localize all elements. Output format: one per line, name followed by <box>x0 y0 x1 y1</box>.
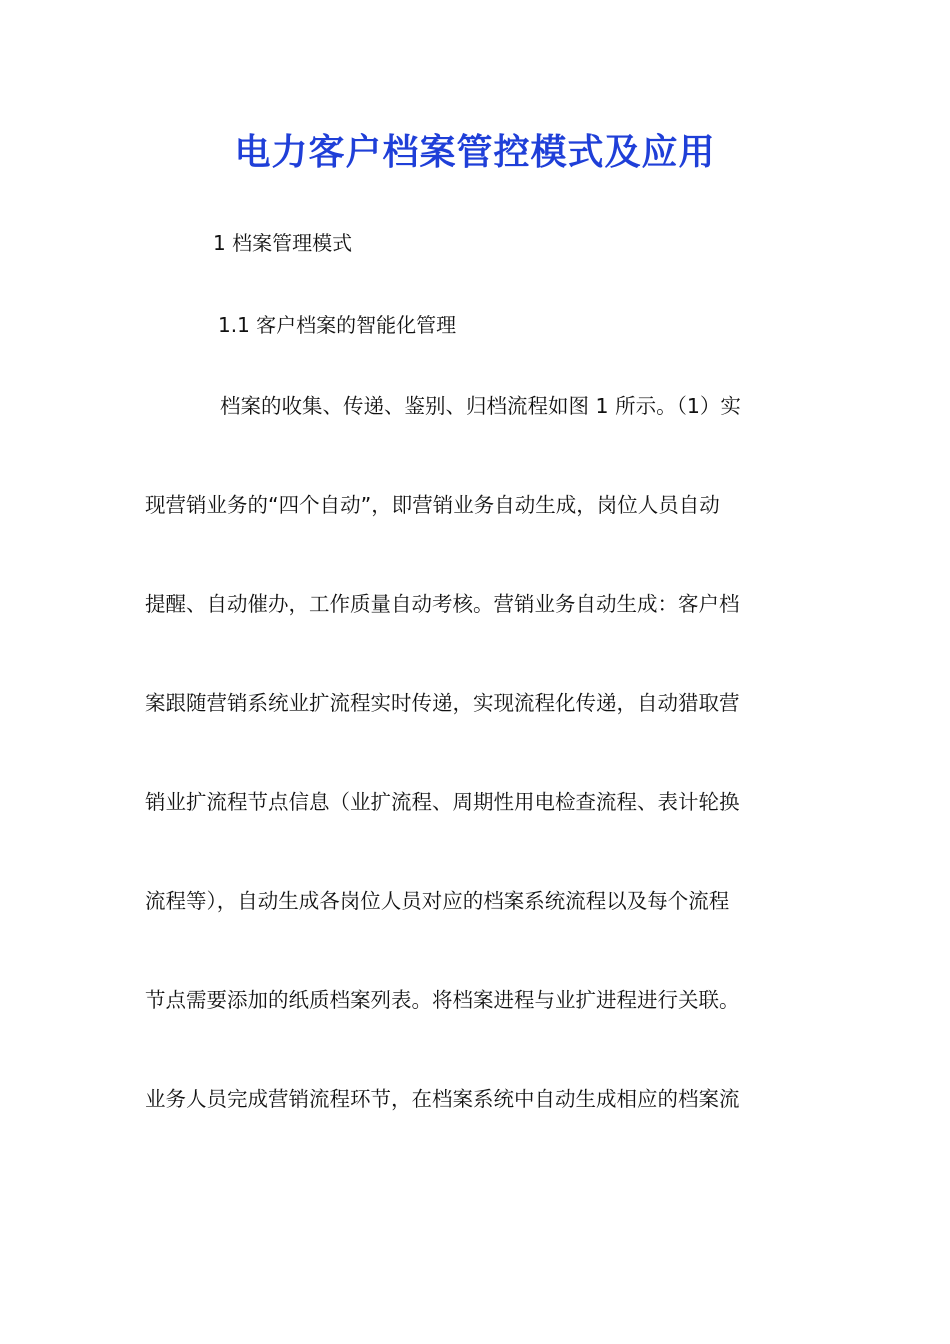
subsection-heading: 1.1 客户档案的智能化管理 <box>218 313 457 337</box>
section-heading: 1 档案管理模式 <box>213 231 353 255</box>
paragraph-line: 节点需要添加的纸质档案列表。将档案进程与业扩进程进行关联。 <box>145 988 740 1012</box>
paragraph-line: 现营销业务的“四个自动”，即营销业务自动生成，岗位人员自动 <box>145 493 720 517</box>
paragraph-line: 案跟随营销系统业扩流程实时传递，实现流程化传递，自动猎取营 <box>145 691 740 715</box>
paragraph-line: 提醒、自动催办，工作质量自动考核。营销业务自动生成：客户档 <box>145 592 740 616</box>
paragraph-line: 流程等），自动生成各岗位人员对应的档案系统流程以及每个流程 <box>145 889 730 913</box>
paragraph-line: 档案的收集、传递、鉴别、归档流程如图 1 所示。（1）实 <box>220 394 741 418</box>
body-paragraph <box>145 392 807 1184</box>
document-title: 电力客户档案管控模式及应用 <box>234 131 716 173</box>
paragraph-line: 销业扩流程节点信息（业扩流程、周期性用电检查流程、表计轮换 <box>145 790 740 814</box>
paragraph-line: 业务人员完成营销流程环节，在档案系统中自动生成相应的档案流 <box>145 1087 740 1111</box>
